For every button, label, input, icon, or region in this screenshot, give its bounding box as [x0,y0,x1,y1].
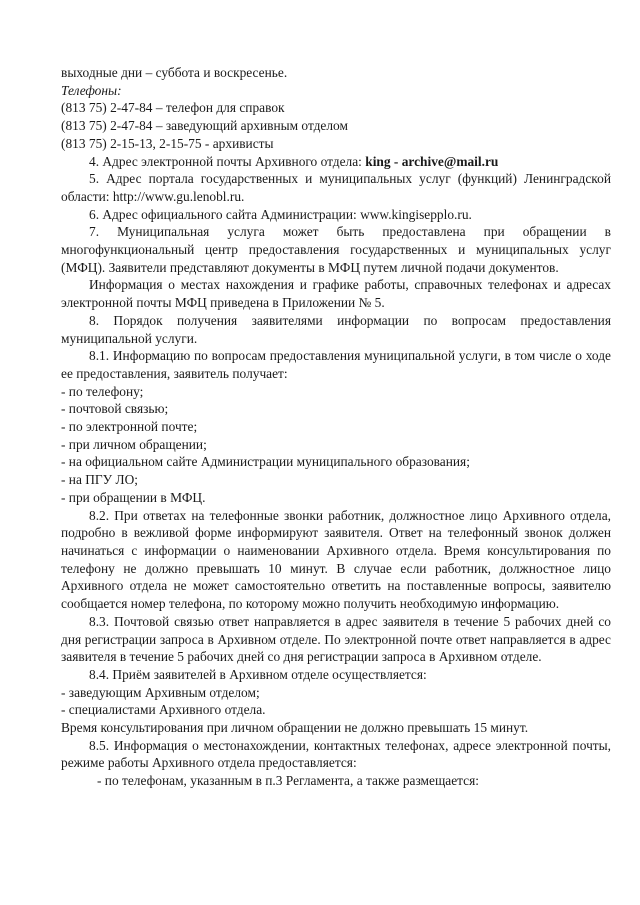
paragraph-8-5-sub: - по телефонам, указанным в п.3 Регламента, а также размещается: [97,773,480,789]
list-item: - на ПГУ ЛО; [61,472,138,488]
paragraph-5: 5. Адрес портала государственных и муниципальных услуг (функций) Ленинградской области: http://www.gu.lenobl.ru. [61,171,611,204]
list-item: - почтовой связью; [61,401,169,417]
paragraph-8-2: 8.2. При ответах на телефонные звонки работник, должностное лицо Архивного отдела, подробно в вежливой форме информируют заявителя. Ответ на телефонный звонок должен начинаться с информации о наименовании Архивного отдела. Время консультирования по телефону не должно превышать 10 минут. В случае если работник, должностное лицо Архивного отдела не может самостоятельно ответить на поставленные вопросы, заявителю сообщается номер телефона, по которому можно получить необходимую информацию. [61,507,611,612]
list-item: - заведующим Архивным отделом; [61,684,260,700]
paragraph-mfc-info: Информация о местах нахождения и графике работы, справочных телефонах и адресах электронной почты МФЦ приведена в Приложении № 5. [61,277,611,311]
paragraph-8: 8. Порядок получения заявителями информации по вопросам предоставления муниципальной услуги. [61,312,611,346]
paragraph-7: 7. Муниципальная услуга может быть предоставлена при обращении в многофункциональный центр предоставления государственных и муниципальных услуг (МФЦ). Заявители представляют документы в МФЦ путем личной подачи документов. [61,224,611,275]
list-item: - по электронной почте; [61,419,198,435]
list-item: - при личном обращении; [61,436,207,452]
phone-line: (813 75) 2-15-13, 2-15-75 - архивисты [61,135,274,151]
paragraph-4-text: 4. Адрес электронной почты Архивного отдела: [89,153,366,169]
paragraph-8-4: 8.4. Приём заявителей в Архивном отделе осуществляется: [89,666,427,682]
paragraph-6: 6. Адрес официального сайта Администрации: www.kingisepplo.ru. [89,206,472,222]
list-item: - на официальном сайте Администрации муниципального образования; [61,454,470,470]
paragraph-8-3: 8.3. Почтовой связью ответ направляется в адрес заявителя в течение 5 рабочих дней со дня регистрации запроса в Архивном отделе. По электронной почте ответ направляется в адрес заявителя в течение 5 рабочих дней со дня регистрации запроса в Архивном отделе. [61,613,611,665]
phone-line: (813 75) 2-47-84 – телефон для справок [61,100,285,116]
paragraph-consult-time: Время консультирования при личном обращении не должно превышать 15 минут. [61,720,529,736]
list-item: - по телефону; [61,383,144,399]
phone-line: (813 75) 2-47-84 – заведующий архивным отделом [61,118,348,134]
document-body [61,64,611,790]
paragraph-8-5: 8.5. Информация о местонахождении, контактных телефонах, адресе электронной почты, режиме работы Архивного отдела предоставляется: [61,737,611,771]
archive-email: king - archive@mail.ru [365,153,499,169]
intro-line: выходные дни – суббота и воскресенье. [61,65,288,80]
paragraph-4 [61,153,611,171]
phones-label: Телефоны: [61,82,122,98]
list-item: - специалистами Архивного отдела. [61,702,266,718]
list-item: - при обращении в МФЦ. [61,489,206,505]
paragraph-8-1: 8.1. Информацию по вопросам предоставления муниципальной услуги, в том числе о ходе ее предоставления, заявитель получает: [61,348,611,381]
